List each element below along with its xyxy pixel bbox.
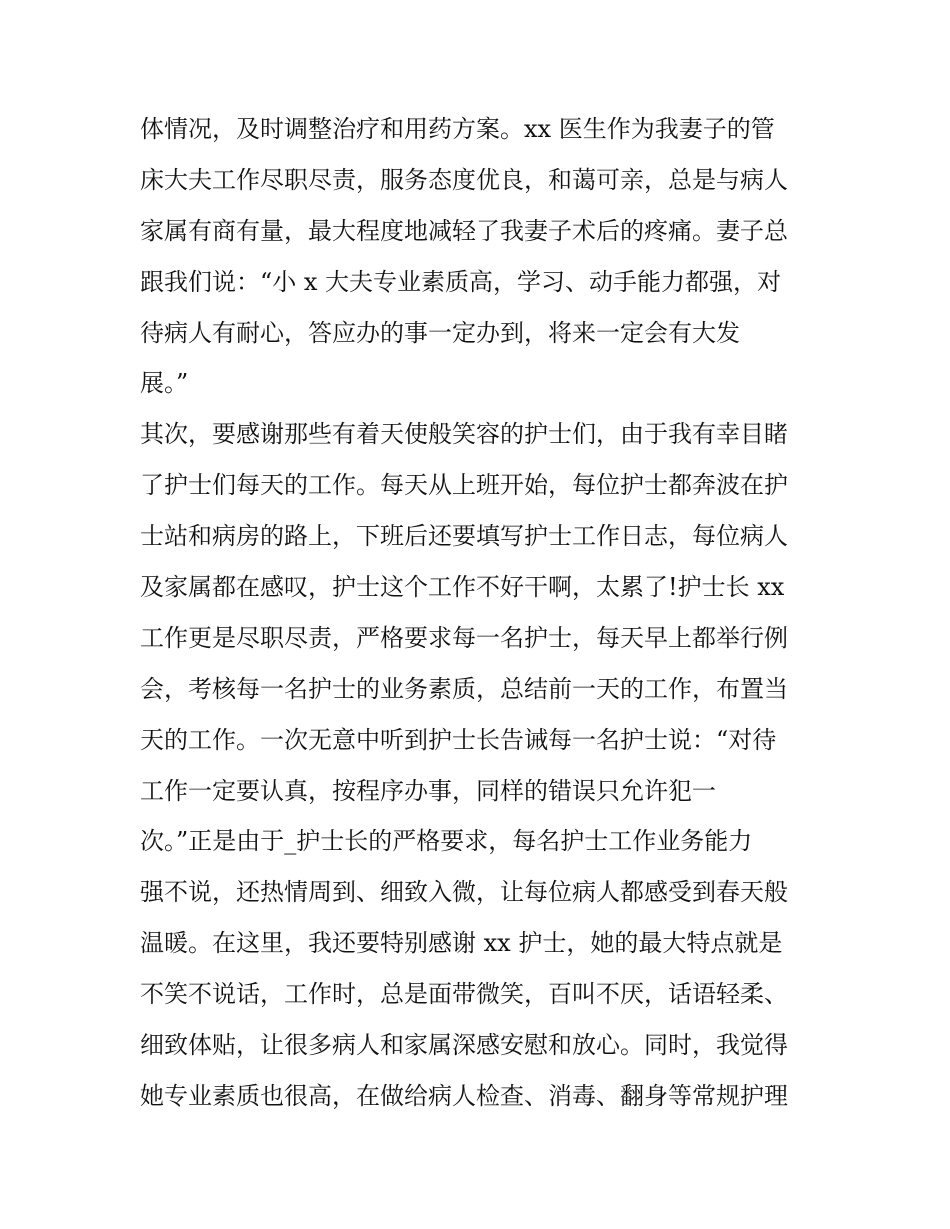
text-line: 她专业素质也很高，在做给病人检查、消毒、翻身等常规护理 [140, 1081, 788, 1110]
body-text [140, 104, 820, 1122]
text-line: 天的工作。一次无意中听到护士长告诫每一名护士说：“对待 [140, 725, 777, 754]
text-line: 其次，要感谢那些有着天使般笑容的护士们，由于我有幸目睹 [140, 420, 788, 449]
text-line: 体情况，及时调整治疗和用药方案。xx 医生作为我妻子的管 [140, 115, 775, 143]
text-line: 工作一定要认真，按程序办事，同样的错误只允许犯一 [140, 776, 716, 805]
text-line: 家属有商有量，最大程度地减轻了我妻子术后的疼痛。妻子总 [140, 216, 788, 245]
text-line: 跟我们说：“小 x 大夫专业素质高，学习、动手能力都强，对 [140, 267, 782, 296]
text-line: 次。”正是由于_护士长的严格要求，每名护士工作业务能力 [140, 827, 753, 856]
text-line: 温暖。在这里，我还要特别感谢 xx 护士，她的最大特点就是 [140, 929, 783, 958]
text-line: 工作更是尽职尽责，严格要求每一名护士，每天早上都举行例 [140, 623, 788, 652]
text-line: 会，考核每一名护士的业务素质，总结前一天的工作，布置当 [140, 674, 788, 703]
text-line: 了护士们每天的工作。每天从上班开始，每位护士都奔波在护 [140, 471, 788, 500]
text-line: 强不说，还热情周到、细致入微，让每位病人都感受到春天般 [140, 878, 788, 907]
text-line: 不笑不说话，工作时，总是面带微笑，百叫不厌，话语轻柔、 [140, 980, 788, 1009]
text-line: 展。” [140, 369, 189, 398]
text-line: 待病人有耐心，答应办的事一定办到，将来一定会有大发 [140, 318, 740, 347]
text-line: 细致体贴，让很多病人和家属深感安慰和放心。同时，我觉得 [140, 1031, 788, 1060]
text-line: 床大夫工作尽职尽责，服务态度优良，和蔼可亲，总是与病人 [140, 165, 788, 194]
text-line: 及家属都在感叹，护士这个工作不好干啊，太累了!护士长 xx [140, 573, 785, 602]
text-line: 士站和病房的路上，下班后还要填写护士工作日志，每位病人 [140, 522, 788, 551]
